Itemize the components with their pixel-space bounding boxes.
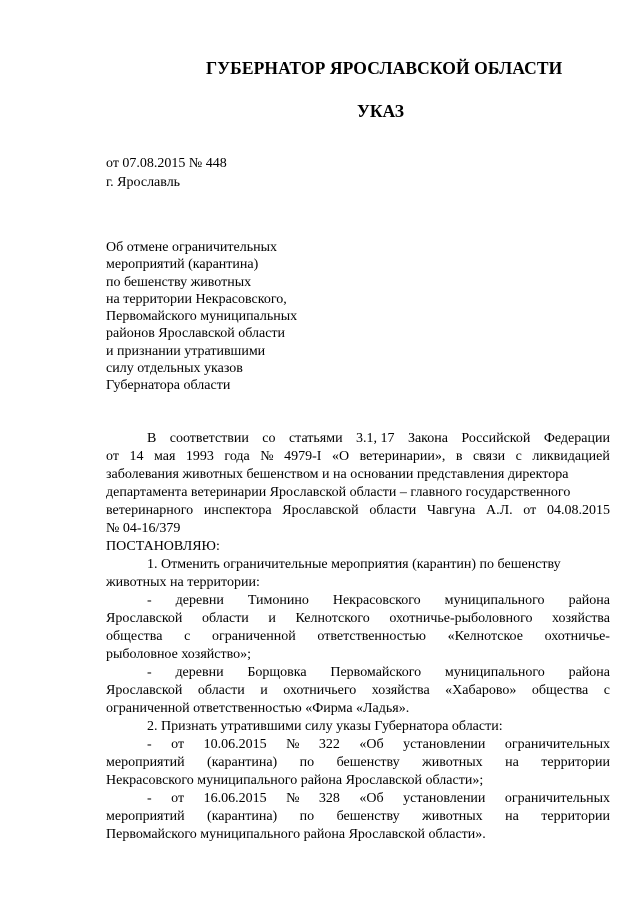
text-line (106, 790, 610, 808)
subject-block (106, 239, 366, 395)
text-line (106, 826, 610, 844)
word: по (299, 809, 315, 824)
subject-line: Первомайского муниципальных (106, 309, 298, 325)
word: 10.06.2015 (203, 737, 267, 752)
word: на (505, 809, 519, 824)
word: - (147, 665, 152, 680)
word: Первомайского (330, 665, 422, 680)
word: от (171, 737, 185, 752)
word: общества (106, 629, 163, 644)
word: деревни (175, 665, 224, 680)
item-1-sub-1 (106, 592, 610, 664)
item-2-sub-2 (106, 790, 610, 844)
word: 3.1, 17 (356, 431, 395, 446)
text-line (106, 592, 610, 610)
text-line (106, 430, 610, 448)
word: ограничительных (504, 737, 610, 752)
subject-line: мероприятий (карантина) (106, 257, 259, 273)
word: Ярославской (106, 683, 183, 698)
word: № (260, 449, 274, 464)
word: 328 (318, 791, 340, 806)
word: установлении (403, 791, 486, 806)
text-line (106, 808, 610, 826)
word: инспектора (203, 503, 272, 518)
text-line (106, 754, 610, 772)
word: и (268, 611, 276, 626)
text-line (106, 610, 610, 628)
word: - (147, 791, 152, 806)
word: 04.08.2015 (546, 503, 610, 518)
text-line (106, 466, 610, 484)
word: Тимонино (247, 593, 309, 608)
word: Борщовка (247, 665, 307, 680)
word: (карантина) (207, 755, 278, 770)
text-line (106, 502, 610, 520)
item-1-line: животных на территории: (106, 575, 260, 590)
word: на (505, 755, 519, 770)
word: (карантина) (207, 809, 278, 824)
word: ответственностью (317, 629, 426, 644)
document-type-title: УКАЗ (357, 101, 404, 121)
word: 1993 (185, 449, 214, 464)
word: 322 (318, 737, 340, 752)
word: ограниченной (212, 629, 296, 644)
word: № 04-16/379 (106, 521, 181, 536)
subject-line: районов Ярославской области (106, 326, 286, 342)
word: ликвидацией (532, 449, 610, 464)
word: Некрасовского муниципального района Ярославской области»; (106, 773, 484, 788)
text-line (106, 682, 610, 700)
word: В (147, 431, 157, 446)
text-line (106, 736, 610, 754)
word: области (202, 611, 249, 626)
word: от (171, 791, 185, 806)
word: животных (422, 809, 483, 824)
word: муниципального (444, 593, 545, 608)
text-line (106, 628, 610, 646)
word: бешенству (336, 755, 400, 770)
word: рыболовное хозяйство»; (106, 647, 251, 662)
word: установлении (403, 737, 486, 752)
word: охотничье- (544, 629, 610, 644)
preamble-paragraph (106, 430, 610, 538)
word: департамента ветеринарии Ярославской области – главного государственного (106, 485, 571, 500)
word: общества (531, 683, 589, 698)
decree-word: ПОСТАНОВЛЯЮ: (106, 539, 220, 554)
word: «О (331, 449, 350, 464)
word: муниципального (444, 665, 545, 680)
subject-line: Об отмене ограничительных (106, 240, 278, 255)
place: г. Ярославль (106, 175, 181, 190)
item-1-line: 1. Отменить ограничительные мероприятия (карантин) по бешенству (147, 557, 561, 572)
word: территории (541, 755, 610, 770)
word: № (286, 791, 300, 806)
word: 14 (129, 449, 144, 464)
word: со (262, 431, 276, 446)
word: животных (422, 755, 483, 770)
word: Некрасовского (332, 593, 421, 608)
word: Чавгуна (426, 503, 476, 518)
word: мероприятий (106, 755, 185, 770)
word: ветеринарного (106, 503, 194, 518)
word: от (523, 503, 537, 518)
word: в (455, 449, 463, 464)
word: статьями (288, 431, 343, 446)
item-2-line: 2. Признать утратившими силу указы Губернатора области: (147, 719, 503, 734)
word: хозяйства (371, 683, 430, 698)
word: Первомайского муниципального района Ярославской области». (106, 827, 486, 842)
text-line (106, 664, 610, 682)
word: от (106, 449, 119, 464)
word: - (147, 737, 152, 752)
word: района (568, 593, 610, 608)
subject-line: по бешенству животных (106, 274, 252, 290)
word: района (568, 665, 610, 680)
authority-title: ГУБЕРНАТОР ЯРОСЛАВСКОЙ ОБЛАСТИ (206, 58, 563, 78)
word: и (260, 683, 268, 698)
word: № (286, 737, 300, 752)
word: 4979-I (284, 449, 322, 464)
text-line (106, 484, 610, 502)
word: охотничьего (283, 683, 357, 698)
text-line (106, 520, 610, 538)
word: бешенству (336, 809, 400, 824)
word: деревни (175, 593, 224, 608)
word: с (515, 449, 522, 464)
text-line (106, 772, 610, 790)
word: Федерации (543, 431, 610, 446)
word: - (147, 593, 152, 608)
word: связи (473, 449, 506, 464)
word: по (299, 755, 315, 770)
word: ветеринарии», (359, 449, 446, 464)
date-number: от 07.08.2015 № 448 (106, 156, 227, 171)
subject-line: на территории Некрасовского, (106, 291, 287, 307)
word: «Келнотское (447, 629, 523, 644)
subject-line: Губернатора области (106, 378, 231, 394)
word: «Об (359, 791, 384, 806)
word: Ярославской (106, 611, 183, 626)
word: хозяйства (552, 611, 610, 626)
word: мероприятий (106, 809, 185, 824)
subject-line: силу отдельных указов (106, 361, 243, 377)
word: ограниченной ответственностью «Фирма «Ладья». (106, 701, 410, 716)
word: Российской (461, 431, 531, 446)
word: с (603, 683, 610, 698)
word: 16.06.2015 (203, 791, 267, 806)
word: ограничительных (504, 791, 610, 806)
word: «Об (359, 737, 384, 752)
word: с (184, 629, 191, 644)
word: соответствии (169, 431, 249, 446)
word: территории (541, 809, 610, 824)
text-line (106, 448, 610, 466)
word: области (197, 683, 245, 698)
word: А.Л. (485, 503, 513, 518)
item-2-sub-1 (106, 736, 610, 790)
word: области (369, 503, 417, 518)
word: Келнотского (295, 611, 370, 626)
word: мая (153, 449, 176, 464)
word: Закона (407, 431, 448, 446)
text-line (106, 646, 610, 664)
word: года (224, 449, 250, 464)
item-1-sub-2 (106, 664, 610, 718)
word: охотничье-рыболовного (389, 611, 533, 626)
word: Ярославской (282, 503, 359, 518)
word: «Хабарово» (445, 683, 517, 698)
text-line (106, 700, 610, 718)
subject-line: и признании утратившими (106, 343, 266, 359)
word: заболевания животных бешенством и на основании представления директора (106, 467, 569, 482)
decree-body (106, 430, 610, 844)
